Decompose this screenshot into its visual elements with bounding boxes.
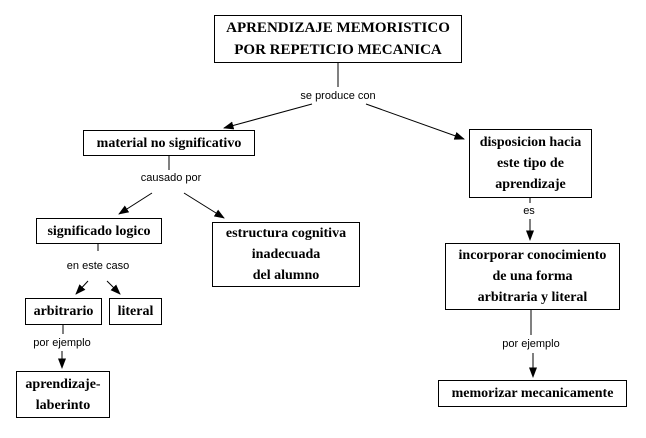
node-label-line: arbitrario (33, 304, 94, 319)
edge-label-por-ejemplo-right[interactable]: por ejemplo (502, 338, 560, 350)
node-label-line: aprendizaje- (25, 376, 101, 392)
node-label-line: significado logico (47, 223, 151, 239)
node-label-line: de una forma (492, 269, 573, 284)
edge-label-se-produce-con[interactable]: se produce con (300, 90, 376, 102)
arrow-enestecaso-to-arbitrario (76, 281, 88, 294)
node-label-line: arbitraria y literal (477, 290, 588, 305)
arrow-causadopor-to-significado (119, 193, 152, 214)
node-disposicion-hacia-aprendizaje[interactable] (469, 129, 592, 198)
node-label-line: APRENDIZAJE MEMORISTICO (226, 20, 450, 36)
arrow-seproducecon-to-disposicion (366, 104, 464, 139)
node-label-line: laberinto (35, 397, 91, 413)
node-label-line: inadecuada (251, 247, 321, 262)
arrow-seproducecon-to-material (224, 104, 312, 128)
node-significado-logico[interactable] (36, 218, 162, 244)
edge-label-causado-por[interactable]: causado por (140, 172, 202, 184)
node-label-line: incorporar conocimiento (458, 248, 607, 263)
edge-label-line: en este (66, 260, 103, 272)
arrow-causadopor-to-estructura (184, 193, 224, 218)
arrow-enestecaso-to-literal (107, 281, 120, 294)
node-label-line: este tipo de (497, 156, 564, 171)
node-label-line: memorizar mecanicamente (451, 386, 614, 401)
node-label-line: del alumno (252, 268, 320, 283)
node-estructura-cognitiva[interactable] (212, 222, 360, 287)
node-literal[interactable] (109, 298, 162, 325)
node-label-line: material no significativo (96, 135, 242, 151)
node-label-line: aprendizaje (495, 177, 566, 192)
edge-label-por-ejemplo-left[interactable]: por ejemplo (33, 337, 91, 349)
node-label-line: POR REPETICIO MECANICA (234, 42, 442, 58)
node-aprendizaje-laberinto[interactable] (16, 371, 110, 418)
node-incorporar-conocimiento[interactable] (445, 243, 620, 310)
node-label-line: disposicion hacia (479, 135, 582, 150)
node-label-line: literal (117, 304, 154, 319)
edge-label-line: caso (105, 260, 130, 272)
node-label-line: estructura cognitiva (225, 226, 347, 241)
edge-label-en-este-caso[interactable] (67, 259, 129, 273)
node-aprendizaje-memoristico[interactable] (214, 15, 462, 63)
node-memorizar-mecanicamente[interactable] (438, 380, 627, 407)
edge-label-es[interactable]: es (523, 205, 535, 217)
node-arbitrario[interactable] (25, 298, 102, 325)
node-material-no-significativo[interactable] (83, 130, 255, 156)
